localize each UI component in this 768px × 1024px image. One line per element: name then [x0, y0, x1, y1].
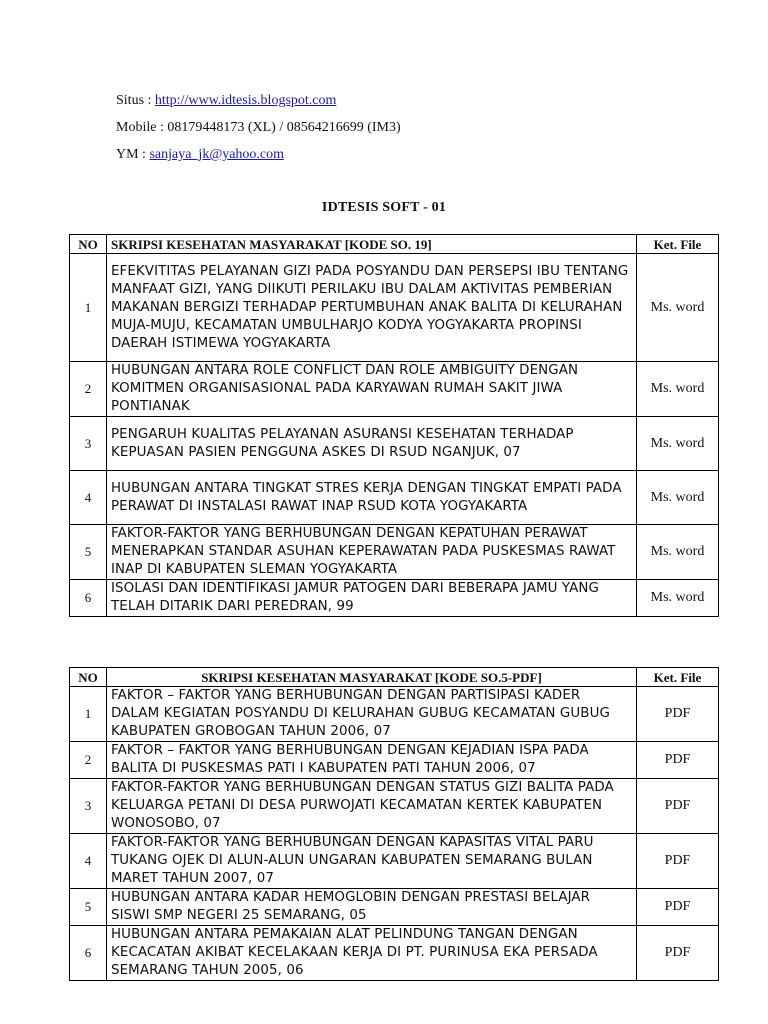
- header-ket-file: Ket. File: [637, 235, 719, 254]
- row-title: ISOLASI DAN IDENTIFIKASI JAMUR PATOGEN DARI BEBERAPA JAMU YANG TELAH DITARIK DARI PEREDRAN, 99: [107, 580, 637, 617]
- row-no: 6: [70, 926, 107, 981]
- row-no: 6: [70, 580, 107, 617]
- thesis-table-so5-pdf: [69, 667, 719, 981]
- row-no: 3: [70, 417, 107, 471]
- site-link[interactable]: http://www.idtesis.blogspot.com: [154, 93, 337, 108]
- row-ket-file: PDF: [637, 742, 719, 779]
- row-ket-file: PDF: [637, 889, 719, 926]
- row-no: 2: [70, 362, 107, 417]
- row-ket-file: Ms. word: [637, 254, 719, 362]
- header-no: NO: [70, 235, 107, 254]
- row-title: HUBUNGAN ANTARA PEMAKAIAN ALAT PELINDUNG TANGAN DENGAN KECACATAN AKIBAT KECELAKAAN KERJA DI PT. PURINUSA EKA PERSADA SEMARANG TAHUN 2005, 06: [107, 926, 637, 981]
- row-ket-file: PDF: [637, 926, 719, 981]
- row-no: 3: [70, 779, 107, 834]
- ym-label: YM :: [116, 147, 150, 162]
- row-title: HUBUNGAN ANTARA KADAR HEMOGLOBIN DENGAN PRESTASI BELAJAR SISWI SMP NEGERI 25 SEMARANG, 05: [107, 889, 637, 926]
- thesis-table-so19: [69, 234, 719, 617]
- row-ket-file: Ms. word: [637, 471, 719, 525]
- table-row: [70, 580, 719, 617]
- table-header-row: [70, 668, 719, 687]
- table-header-row: [70, 235, 719, 254]
- header-title: SKRIPSI KESEHATAN MASYARAKAT [KODE SO.5-PDF]: [107, 668, 637, 687]
- table-row: [70, 471, 719, 525]
- table-row: [70, 417, 719, 471]
- table-row: [70, 254, 719, 362]
- row-ket-file: PDF: [637, 779, 719, 834]
- row-title: HUBUNGAN ANTARA TINGKAT STRES KERJA DENGAN TINGKAT EMPATI PADA PERAWAT DI INSTALASI RAWAT INAP RSUD KOTA YOGYAKARTA: [107, 471, 637, 525]
- table-row: [70, 926, 719, 981]
- row-ket-file: PDF: [637, 834, 719, 889]
- table-row: [70, 742, 719, 779]
- site-label: Situs :: [116, 93, 155, 108]
- row-no: 1: [70, 687, 107, 742]
- row-title: HUBUNGAN ANTARA ROLE CONFLICT DAN ROLE AMBIGUITY DENGAN KOMITMEN ORGANISASIONAL PADA KARYAWAN RUMAH SAKIT JIWA PONTIANAK: [107, 362, 637, 417]
- table-row: [70, 362, 719, 417]
- table-row: [70, 834, 719, 889]
- table-row: [70, 889, 719, 926]
- row-ket-file: Ms. word: [637, 580, 719, 617]
- row-no: 5: [70, 889, 107, 926]
- contact-mobile: Mobile : 08179448173 (XL) / 08564216699 (IM3): [116, 120, 401, 135]
- row-title: FAKTOR-FAKTOR YANG BERHUBUNGAN DENGAN STATUS GIZI BALITA PADA KELUARGA PETANI DI DESA PURWOJATI KECAMATAN KERTEK KABUPATEN WONOSOBO, 07: [107, 779, 637, 834]
- header-no: NO: [70, 668, 107, 687]
- row-title: PENGARUH KUALITAS PELAYANAN ASURANSI KESEHATAN TERHADAP KEPUASAN PASIEN PENGGUNA ASKES DI RSUD NGANJUK, 07: [107, 417, 637, 471]
- row-no: 5: [70, 525, 107, 580]
- row-no: 1: [70, 254, 107, 362]
- row-ket-file: Ms. word: [637, 417, 719, 471]
- table-row: [70, 779, 719, 834]
- row-ket-file: Ms. word: [637, 525, 719, 580]
- contact-ym: [116, 147, 284, 163]
- header-ket-file: Ket. File: [637, 668, 719, 687]
- ym-email-link[interactable]: sanjaya_jk@yahoo.com: [149, 147, 285, 162]
- row-title: FAKTOR-FAKTOR YANG BERHUBUNGAN DENGAN KAPASITAS VITAL PARU TUKANG OJEK DI ALUN-ALUN UNGARAN KABUPATEN SEMARANG BULAN MARET TAHUN 2007, 07: [107, 834, 637, 889]
- document-title: IDTESIS SOFT - 01: [321, 200, 447, 215]
- row-no: 4: [70, 471, 107, 525]
- row-ket-file: PDF: [637, 687, 719, 742]
- row-title: EFEKVITITAS PELAYANAN GIZI PADA POSYANDU DAN PERSEPSI IBU TENTANG MANFAAT GIZI, YANG DIIKUTI PERILAKU IBU DALAM AKTIVITAS PEMBERIAN MAKANAN BERGIZI TERHADAP PERTUMBUHAN ANAK BALITA DI KELURAHAN MUJA-MUJU, KECAMATAN UMBULHARJO KODYA YOGYAKARTA PROPINSI DAERAH ISTIMEWA YOGYAKARTA: [107, 254, 637, 362]
- table-row: [70, 525, 719, 580]
- row-no: 4: [70, 834, 107, 889]
- table-row: [70, 687, 719, 742]
- row-title: FAKTOR – FAKTOR YANG BERHUBUNGAN DENGAN KEJADIAN ISPA PADA BALITA DI PUSKESMAS PATI I KABUPATEN PATI TAHUN 2006, 07: [107, 742, 637, 779]
- row-title: FAKTOR – FAKTOR YANG BERHUBUNGAN DENGAN PARTISIPASI KADER DALAM KEGIATAN POSYANDU DI KELURAHAN GUBUG KECAMATAN GUBUG KABUPATEN GROBOGAN TAHUN 2006, 07: [107, 687, 637, 742]
- row-ket-file: Ms. word: [637, 362, 719, 417]
- row-no: 2: [70, 742, 107, 779]
- row-title: FAKTOR-FAKTOR YANG BERHUBUNGAN DENGAN KEPATUHAN PERAWAT MENERAPKAN STANDAR ASUHAN KEPERAWATAN PADA PUSKESMAS RAWAT INAP DI KABUPATEN SLEMAN YOGYAKARTA: [107, 525, 637, 580]
- contact-site: [116, 93, 336, 109]
- header-title: SKRIPSI KESEHATAN MASYARAKAT [KODE SO. 19]: [107, 235, 637, 254]
